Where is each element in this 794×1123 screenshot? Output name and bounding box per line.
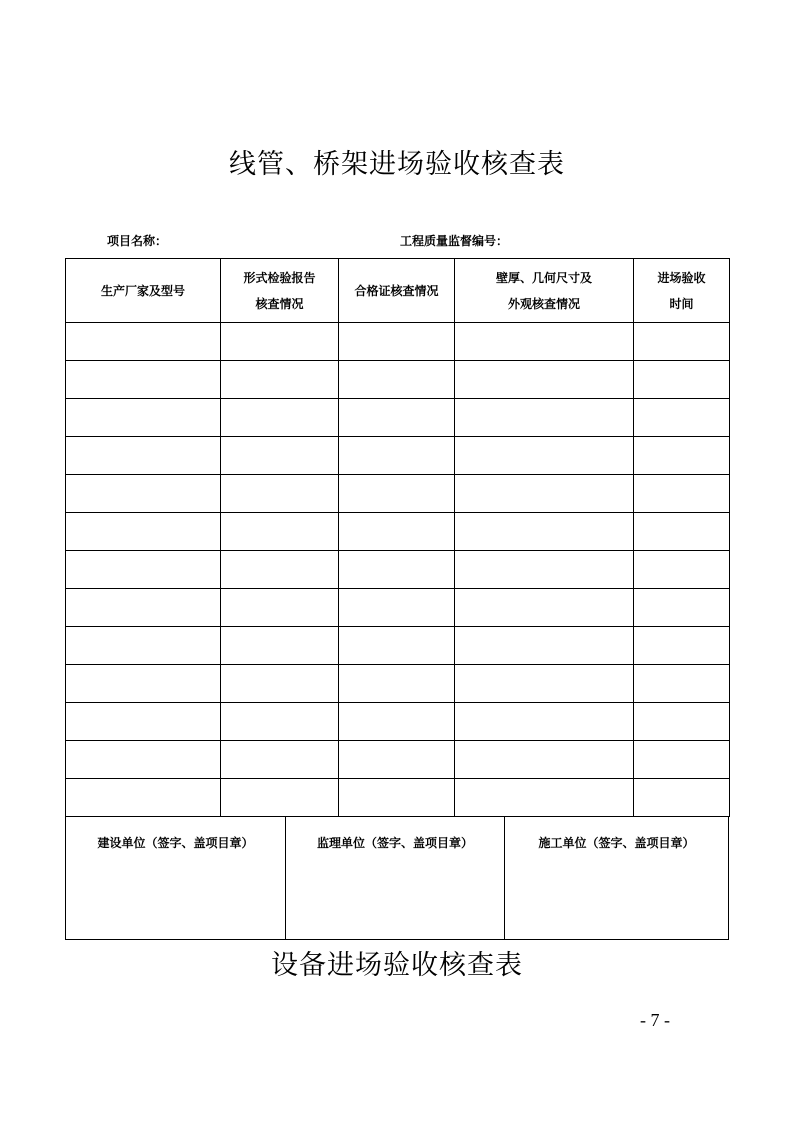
table-cell[interactable]	[339, 551, 455, 589]
table-cell[interactable]	[455, 589, 634, 627]
table-cell[interactable]	[66, 665, 221, 703]
table-cell[interactable]	[339, 627, 455, 665]
table-cell[interactable]	[455, 437, 634, 475]
builder-unit-signature[interactable]: 施工单位（签字、盖项目章）	[504, 816, 728, 939]
table-cell[interactable]	[339, 475, 455, 513]
table-row	[66, 703, 730, 741]
supervision-unit-signature[interactable]: 监理单位（签字、盖项目章）	[285, 816, 504, 939]
table-row	[66, 741, 730, 779]
table-cell[interactable]	[455, 665, 634, 703]
table-cell[interactable]	[66, 703, 221, 741]
table-cell[interactable]	[339, 399, 455, 437]
table-cell[interactable]	[221, 551, 339, 589]
table-cell[interactable]	[339, 323, 455, 361]
table-cell[interactable]	[634, 437, 730, 475]
header-type-test-report: 形式检验报告 核查情况	[221, 259, 339, 323]
table-row	[66, 665, 730, 703]
table-cell[interactable]	[339, 513, 455, 551]
construction-unit-signature[interactable]: 建设单位（签字、盖项目章）	[97, 836, 254, 850]
page-number: - 7 -	[640, 1010, 670, 1030]
table-cell[interactable]	[634, 703, 730, 741]
table-cell[interactable]	[634, 741, 730, 779]
table-cell[interactable]	[66, 323, 221, 361]
table-cell[interactable]	[221, 779, 339, 817]
table-row	[66, 589, 730, 627]
table-row	[66, 513, 730, 551]
header-certificate: 合格证核查情况	[339, 259, 455, 323]
table-row	[66, 627, 730, 665]
table-row	[66, 323, 730, 361]
table-cell[interactable]	[634, 665, 730, 703]
table-cell[interactable]	[634, 323, 730, 361]
table-cell[interactable]	[339, 589, 455, 627]
header-manufacturer: 生产厂家及型号	[66, 259, 221, 323]
inspection-table	[65, 258, 730, 817]
table-cell[interactable]	[221, 703, 339, 741]
table-cell[interactable]	[221, 437, 339, 475]
table-cell[interactable]	[221, 627, 339, 665]
table-cell[interactable]	[66, 589, 221, 627]
table-cell[interactable]	[221, 361, 339, 399]
table-row	[66, 437, 730, 475]
table-cell[interactable]	[339, 437, 455, 475]
table-cell[interactable]	[66, 779, 221, 817]
project-name-label: 项目名称：	[107, 234, 168, 248]
table-cell[interactable]	[339, 779, 455, 817]
table-row	[66, 361, 730, 399]
supervision-number-label: 工程质量监督编号：	[400, 234, 509, 248]
table-cell[interactable]	[455, 399, 634, 437]
table-row	[66, 551, 730, 589]
table-cell[interactable]	[455, 361, 634, 399]
table-cell[interactable]	[634, 589, 730, 627]
table-row	[66, 779, 730, 817]
table-cell[interactable]	[339, 741, 455, 779]
table-cell[interactable]	[634, 627, 730, 665]
page-title: 线管、桥架进场验收核查表	[229, 149, 565, 180]
signature-section	[65, 816, 729, 940]
table-cell[interactable]	[339, 665, 455, 703]
table-cell[interactable]	[339, 703, 455, 741]
table-cell[interactable]	[66, 361, 221, 399]
table-cell[interactable]	[66, 627, 221, 665]
table-cell[interactable]	[66, 399, 221, 437]
table-cell[interactable]	[455, 779, 634, 817]
table-cell[interactable]	[634, 513, 730, 551]
table-cell[interactable]	[221, 323, 339, 361]
table-row	[66, 475, 730, 513]
table-cell[interactable]	[66, 551, 221, 589]
table-cell[interactable]	[66, 513, 221, 551]
table-row	[66, 399, 730, 437]
table-cell[interactable]	[634, 779, 730, 817]
table-cell[interactable]	[455, 741, 634, 779]
table-cell[interactable]	[634, 399, 730, 437]
table-cell[interactable]	[455, 475, 634, 513]
table-cell[interactable]	[66, 475, 221, 513]
table-cell[interactable]	[634, 475, 730, 513]
table-cell[interactable]	[221, 475, 339, 513]
table-cell[interactable]	[66, 437, 221, 475]
table-cell[interactable]	[455, 551, 634, 589]
table-cell[interactable]	[221, 665, 339, 703]
table-header-row	[66, 259, 730, 323]
header-entry-time: 进场验收 时间	[634, 259, 730, 323]
table-cell[interactable]	[634, 361, 730, 399]
table-cell[interactable]	[455, 513, 634, 551]
table-cell[interactable]	[221, 399, 339, 437]
table-cell[interactable]	[221, 741, 339, 779]
header-dimensions: 壁厚、几何尺寸及 外观核查情况	[455, 259, 634, 323]
table-cell[interactable]	[339, 361, 455, 399]
table-cell[interactable]	[66, 741, 221, 779]
table-cell[interactable]	[221, 589, 339, 627]
table-cell[interactable]	[455, 627, 634, 665]
next-table-title: 设备进场验收核查表	[271, 950, 523, 981]
table-cell[interactable]	[455, 703, 634, 741]
table-cell[interactable]	[455, 323, 634, 361]
table-cell[interactable]	[634, 551, 730, 589]
table-cell[interactable]	[221, 513, 339, 551]
